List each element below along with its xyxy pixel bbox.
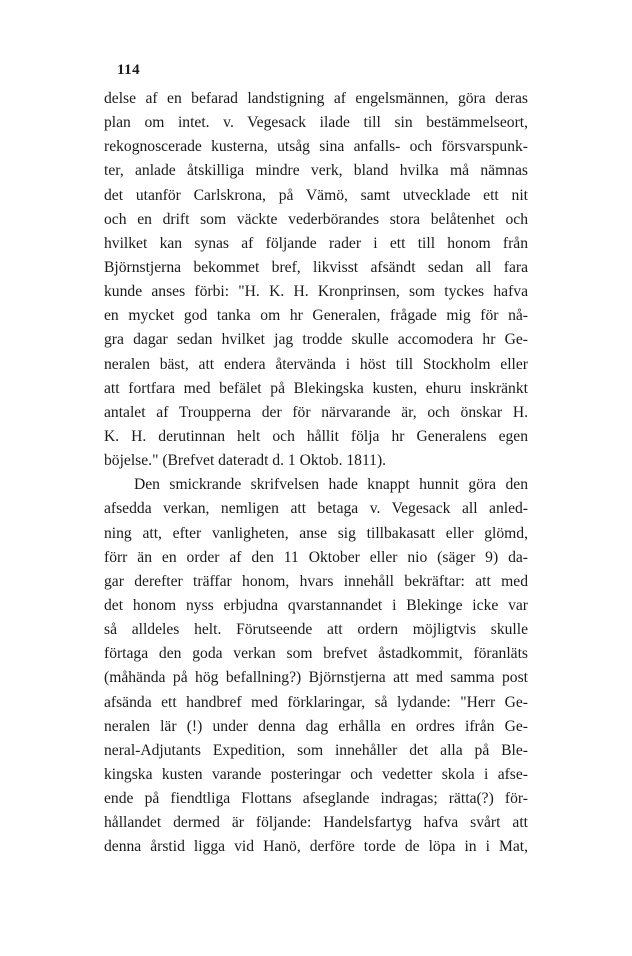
- page-number: 114: [117, 62, 141, 78]
- text-line: förr än en order af den 11 Oktober eller nio (säger 9) da-: [104, 548, 528, 566]
- text-line: en mycket god tanka om hr Generalen, frågade mig för nå-: [104, 307, 528, 325]
- text-line: och en drift som väckte vederbörandes stora belåtenhet och: [104, 210, 528, 228]
- text-line: ende på fiendtliga Flottans afseglande indragas; rätta(?) för-: [104, 790, 528, 808]
- text-line: kunde anses förbi: "H. K. H. Kronprinsen, som tyckes hafva: [104, 283, 528, 301]
- text-line: denna årstid ligga vid Hanö, derföre torde de löpa in i Mat,: [104, 838, 528, 856]
- text-line: K. H. derutinnan helt och hållit följa hr Generalens egen: [104, 427, 528, 445]
- text-line: delse af en befarad landstigning af engelsmännen, göra deras: [104, 90, 528, 107]
- text-line: förtaga den goda verkan som brefvet åstadkommit, föranläts: [104, 645, 528, 663]
- text-line: (måhända på hög befallning?) Björnstjerna att med samma post: [104, 669, 528, 687]
- text-line: plan om intet. v. Vegesack ilade till sin bestämmelseort,: [104, 114, 528, 132]
- text-line: afsedda verkan, nemligen att betaga v. Vegesack all anled-: [104, 500, 528, 518]
- text-line: hållandet dermed är följande: Handelsfartyg hafva svårt att: [104, 814, 528, 832]
- text-line: neralen lär (!) under denna dag erhålla en ordres ifrån Ge-: [104, 717, 528, 735]
- text-line: afsända ett handbref med förklaringar, så lydande: "Herr Ge-: [104, 693, 528, 711]
- text-line: Den smickrande skrifvelsen hade knappt hunnit göra den: [134, 476, 528, 494]
- body-text: [104, 87, 528, 860]
- text-line: det honom nyss erbjudna qvarstannandet i Blekinge icke var: [104, 596, 528, 614]
- text-line: Björnstjerna bekommet bref, likvisst afsändt sedan all fara: [104, 258, 528, 276]
- text-line: det utanför Carlskrona, på Vämö, samt utvecklade ett nit: [104, 186, 528, 204]
- text-line: att fortfara med befälet på Blekingska kusten, ehuru inskränkt: [104, 379, 528, 397]
- text-line: gra dagar sedan hvilket jag trodde skulle accomodera hr Ge-: [104, 331, 528, 349]
- text-line: ter, anlade åtskilliga mindre verk, bland hvilka må nämnas: [104, 162, 528, 180]
- text-line: kingska kusten varande posteringar och vedetter skola i afse-: [104, 765, 528, 783]
- text-line: rekognoscerade kusterna, utsåg sina anfalls- och försvarspunk-: [104, 138, 528, 156]
- text-line: böjelse." (Brefvet dateradt d. 1 Oktob. 1811).: [104, 452, 387, 470]
- text-line: så alldeles helt. Förutseende att ordern möjligtvis skulle: [104, 621, 528, 639]
- text-line: gar derefter träffar honom, hvars innehåll bekräftar: att med: [104, 572, 528, 590]
- text-line: neralen bäst, att endera återvända i höst till Stockholm eller: [104, 355, 528, 373]
- text-line: ning att, efter vanligheten, anse sig tillbakasatt eller glömd,: [104, 524, 528, 542]
- text-line: neral-Adjutants Expedition, som innehåller det alla på Ble-: [104, 741, 528, 759]
- text-line: antalet af Troupperna der för närvarande är, och önskar H.: [104, 403, 528, 421]
- text-line: hvilket kan synas af följande rader i ett till honom från: [104, 234, 528, 252]
